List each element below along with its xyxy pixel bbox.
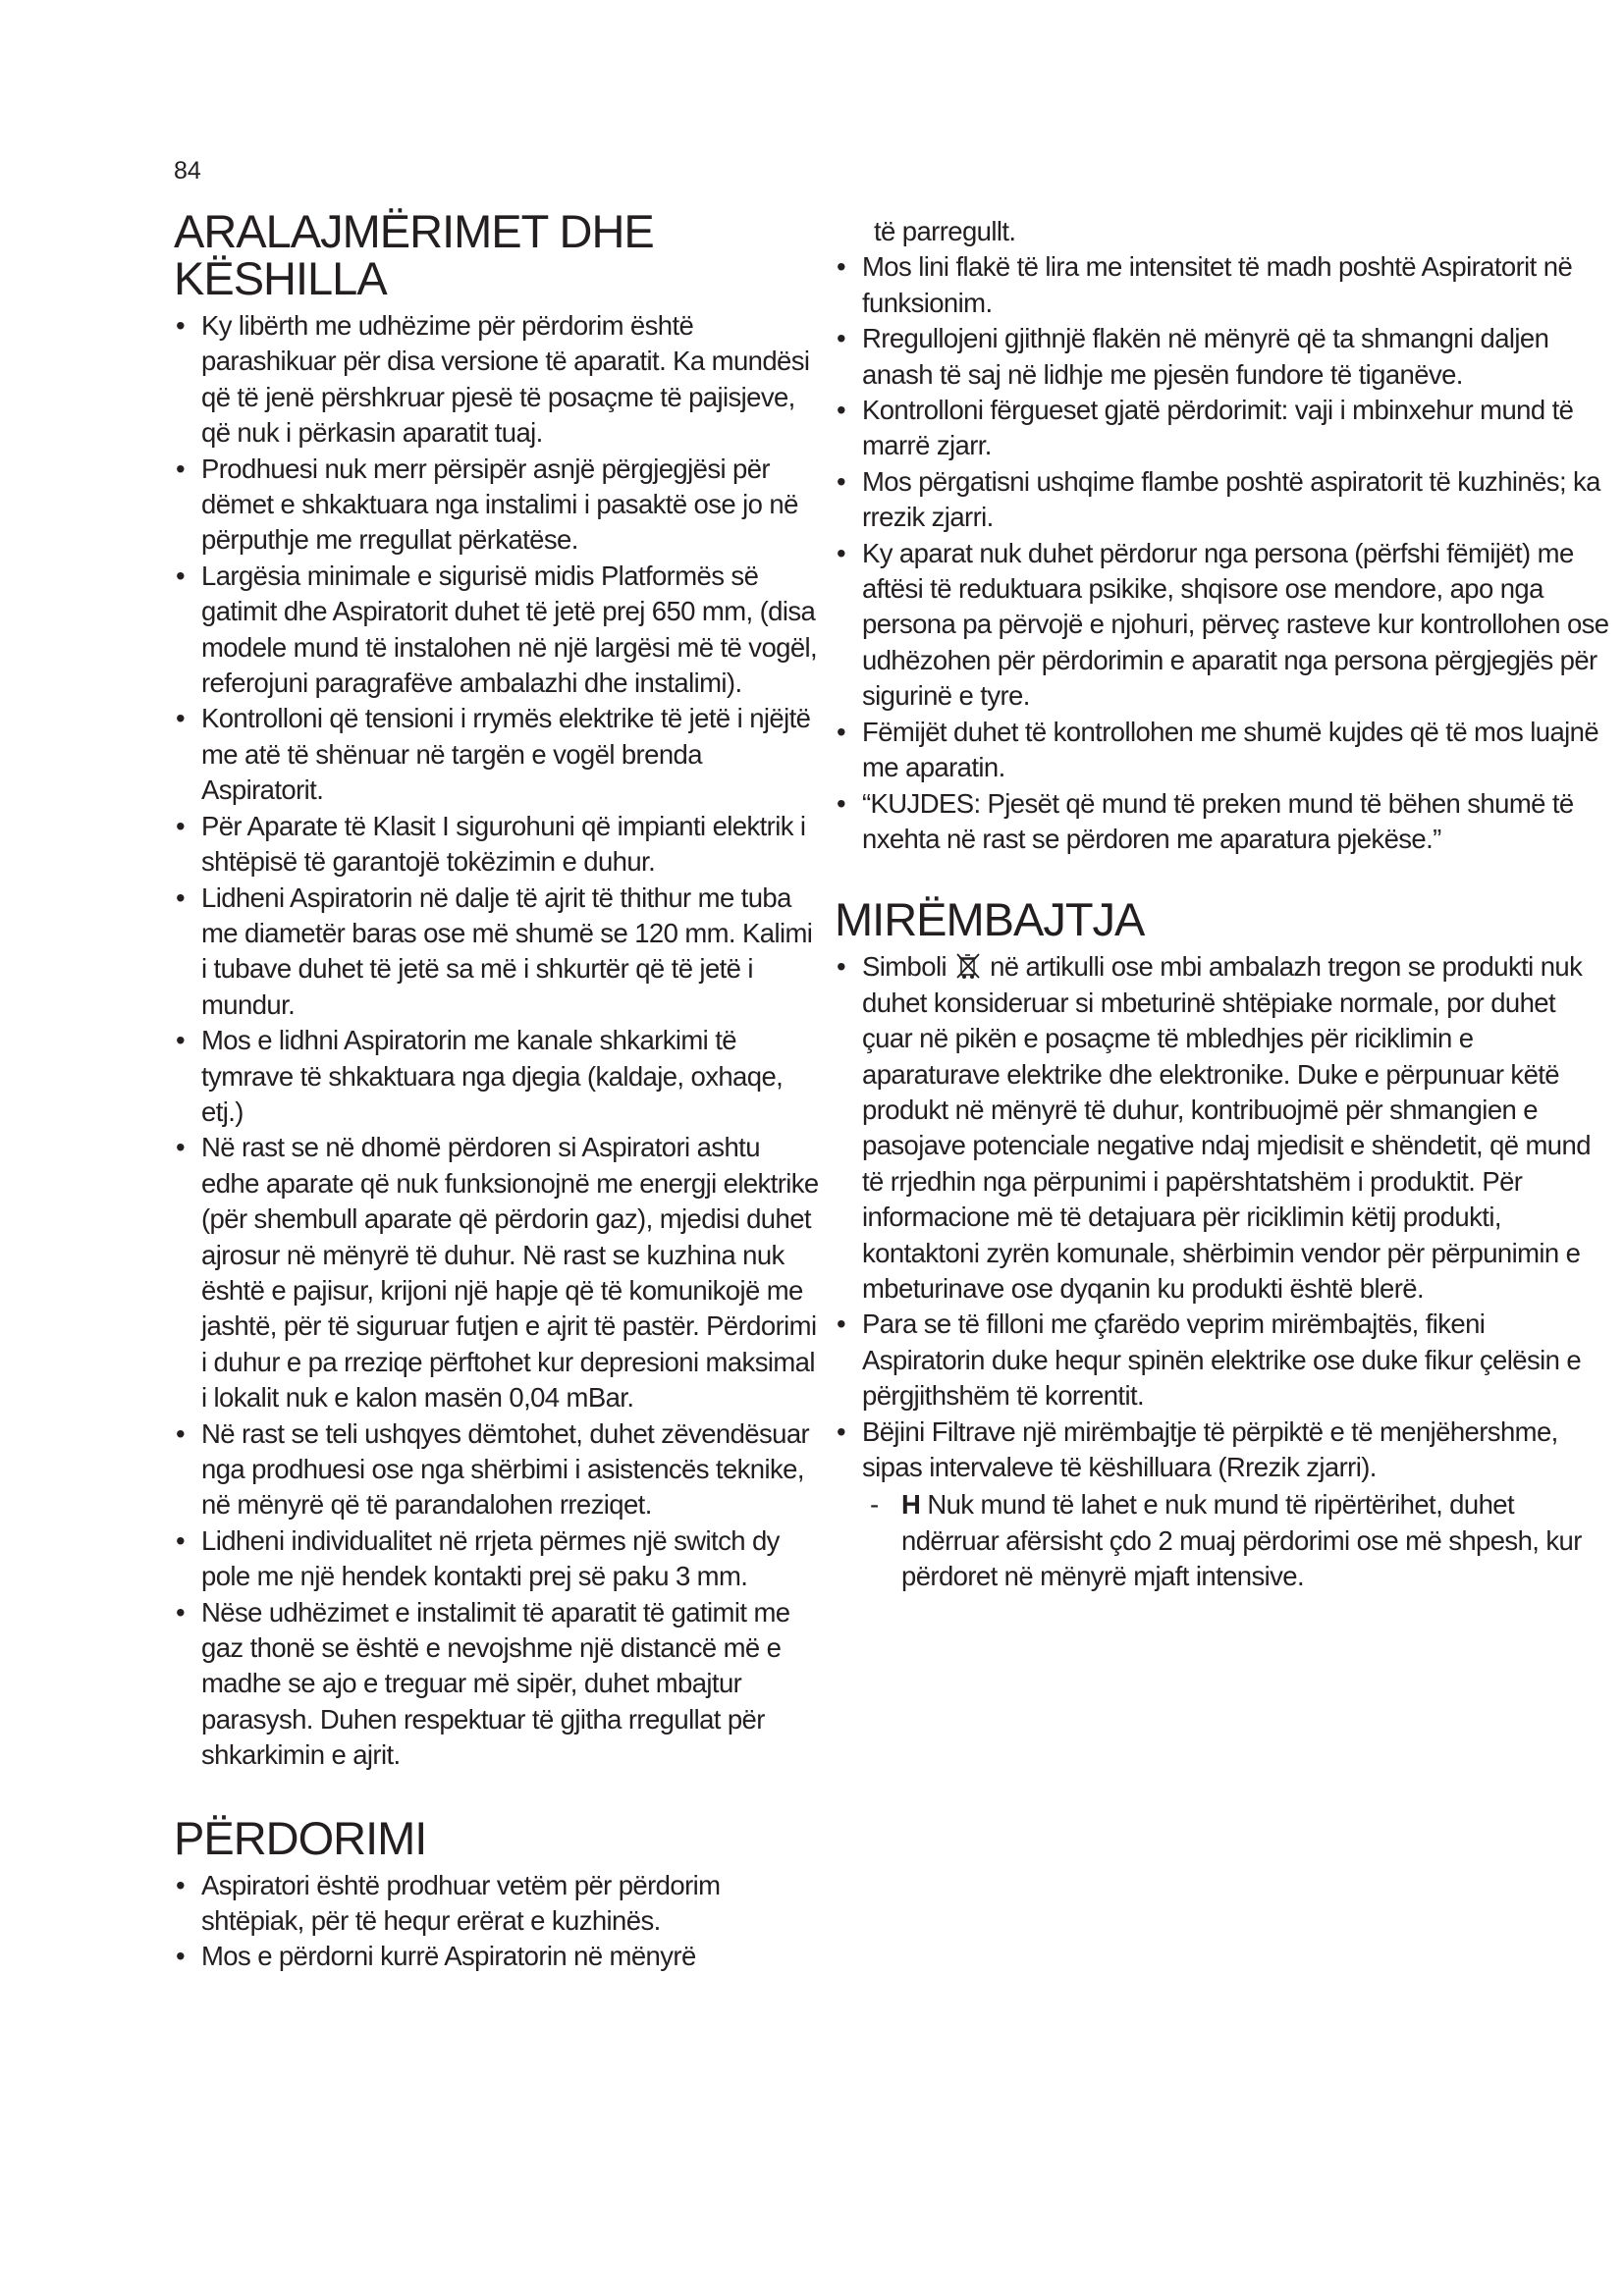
warnings-title: ARALAJMËRIMET DHE KËSHILLA: [174, 205, 654, 304]
list-item: • Ky libërth me udhëzime për përdorim është parashikuar për disa versione të aparatit. Ka mundësi që të jenë përshkruar pjesë të posaçme të pajisjeve, që nuk i përkasin aparatit tuaj.: [176, 310, 810, 449]
list-item: • Bëjini Filtrave një mirëmbajtje të përpiktë e të menjëhershme, sipas intervaleve të këshilluara (Rrezik zjarri). - H Nuk mund të lahet e nuk mund të ripërtërihet, duhet ndërruar afërsisht çdo 2 muaj përdorimi ose më shpesh, kur përdoret në mënyrë mjaft intensive.: [835, 1415, 1610, 1595]
list-item: • Në rast se në dhomë përdoren si Aspiratori ashtu edhe aparate që nuk funksionojnë me energji elektrike (për shembull aparate që përdorin gaz), mjedisi duhet ajrosur në mënyrë të duhur. Në rast se kuzhina nuk është e pajisur, krijoni një hapje që të komunikojë me jashtë, për të siguruar futjen e ajrit të pastër. Përdorimi i duhur e pa rreziqe përftohet kur depresioni maksimal i lokalit nuk e kalon masën 0,04 mBar.: [176, 1132, 819, 1414]
list-item: • Aspiratori është prodhuar vetëm për përdorim shtëpiak, për të hequr erërat e kuzhinës.: [176, 1869, 721, 1937]
list-item: • Nëse udhëzimet e instalimit të aparatit të gatimit me gaz thonë se është e nevojshme një distancë më e madhe se ajo e treguar më sipër, duhet mbajtur parasysh. Duhen respektuar të gjitha rregullat për shkarkimin e ajrit.: [176, 1596, 790, 1771]
filter-sub-item: - H Nuk mund të lahet e nuk mund të ripërtërihet, duhet ndërruar afërsisht çdo 2 muaj përdorimi ose më shpesh, kur përdoret në mënyrë mjaft intensive.: [870, 1489, 1582, 1592]
list-item: • Largësia minimale e sigurisë midis Platformës së gatimit dhe Aspiratorit duhet të jetë prej 650 mm, (disa modele mund të instalohen në një largësi më të vogël, referojuni paragrafëve ambalazhi dhe instalimi).: [176, 560, 818, 699]
usage-title: PËRDORIMI: [174, 1811, 427, 1864]
usage-list-continued: [835, 214, 1610, 857]
list-item: • Kontrolloni që tensioni i rrymës elektrike të jetë i njëjtë me atë të shënuar në targën e vogël brenda Aspiratorit.: [176, 703, 811, 806]
right-column: [835, 214, 1610, 1595]
left-column: [174, 205, 822, 1975]
list-item: • Simboli në artikulli ose mbi ambalazh tregon se produkti nuk duhet konsideruar si mbeturinë shtëpiake normale, por duhet çuar në pikën e posaçme të mbledhjes për riciklimin e aparaturave elektrike dhe elektronike. Duke e përpunuar këtë produkt në mënyrë të duhur, kontribuojmë për shmangien e pasojave potenciale negative ndaj mjedisit e shëndetit, që mund të rrjedhin nga përpunimi i papërshtatshëm i produktit. Për informacione më të detajuara për riciklimin këtij produkti, kontaktoni zyrën komunale, shërbimin vendor për përpunimin e mbeturinave ose dyqanin ku produkti është blerë.: [837, 951, 1591, 1304]
list-item-continued: të parregullt.: [874, 216, 1016, 246]
list-item: • Mos e lidhni Aspiratorin me kanale shkarkimi të tymrave të shkaktuara nga djegia (kaldaje, oxhaqe, etj.): [176, 1025, 784, 1127]
page-number: 84: [174, 157, 201, 185]
list-item: • Prodhuesi nuk merr përsipër asnjë përgjegjësi për dëmet e shkaktuara nga instalimi i pasaktë ose jo në përputhje me rregullat përkatëse.: [176, 453, 798, 556]
maintenance-title: MIRËMBAJTJA: [835, 893, 1145, 946]
list-item: • Mos lini flakë të lira me intensitet të madh poshtë Aspiratorit në funksionim.: [837, 251, 1573, 318]
crossed-out-wheelie-bin-icon: [955, 952, 981, 980]
list-item: • Rregullojeni gjithnjë flakën në mënyrë që ta shmangni daljen anash të saj në lidhje me pjesën fundore të tiganëve.: [837, 323, 1549, 390]
list-item: • Në rast se teli ushqyes dëmtohet, duhet zëvendësuar nga prodhuesi ose nga shërbimi i asistencës teknike, në mënyrë që të parandalohen rreziqet.: [176, 1417, 810, 1521]
list-item: • Ky aparat nuk duhet përdorur nga persona (përfshi fëmijët) me aftësi të reduktuara psikike, shqisore ose mendore, apo nga persona pa përvojë e njohuri, përveç rasteve kur kontrollohen ose udhëzohen për përdorimin e aparatit nga persona përgjegjës për sigurinë e tyre.: [837, 537, 1609, 712]
list-item: • Kontrolloni fërgueset gjatë përdorimit: vaji i mbinxehur mund të marrë zjarr.: [837, 395, 1574, 461]
maintenance-list: [835, 949, 1610, 1594]
list-item: • Për Aparate të Klasit I sigurohuni që impianti elektrik i shtëpisë të garantojë tokëzimin e duhur.: [176, 810, 806, 878]
list-item: • Para se të filloni me çfarëdo veprim mirëmbajtës, fikeni Aspiratorin duke hequr spinën elektrike ose duke fikur çelësin e përgjithshëm të korrentit.: [837, 1308, 1582, 1412]
list-item: • Mos e përdorni kurrë Aspiratorin në mënyrë: [176, 1941, 696, 1972]
usage-list: [174, 1868, 822, 1975]
list-item: • Lidheni Aspiratorin në dalje të ajrit të thithur me tuba me diametër baras ose më shumë se 120 mm. Kalimi i tubave duhet të jetë sa më i shkurtër që të jetë i mundur.: [176, 881, 813, 1020]
list-item: • Fëmijët duhet të kontrollohen me shumë kujdes që të mos luajnë me aparatin.: [837, 716, 1599, 783]
warnings-list: [174, 308, 822, 1774]
list-item: • Mos përgatisni ushqime flambe poshtë aspiratorit të kuzhinës; ka rrezik zjarri.: [837, 465, 1600, 533]
list-item: • Lidheni individualitet në rrjeta përmes një switch dy pole me një hendek kontakti prej së paku 3 mm.: [176, 1524, 780, 1592]
list-item: • “KUJDES: Pjesët që mund të preken mund të bëhen shumë të nxehta në rast se përdoren me aparatura pjekëse.”: [837, 787, 1574, 854]
